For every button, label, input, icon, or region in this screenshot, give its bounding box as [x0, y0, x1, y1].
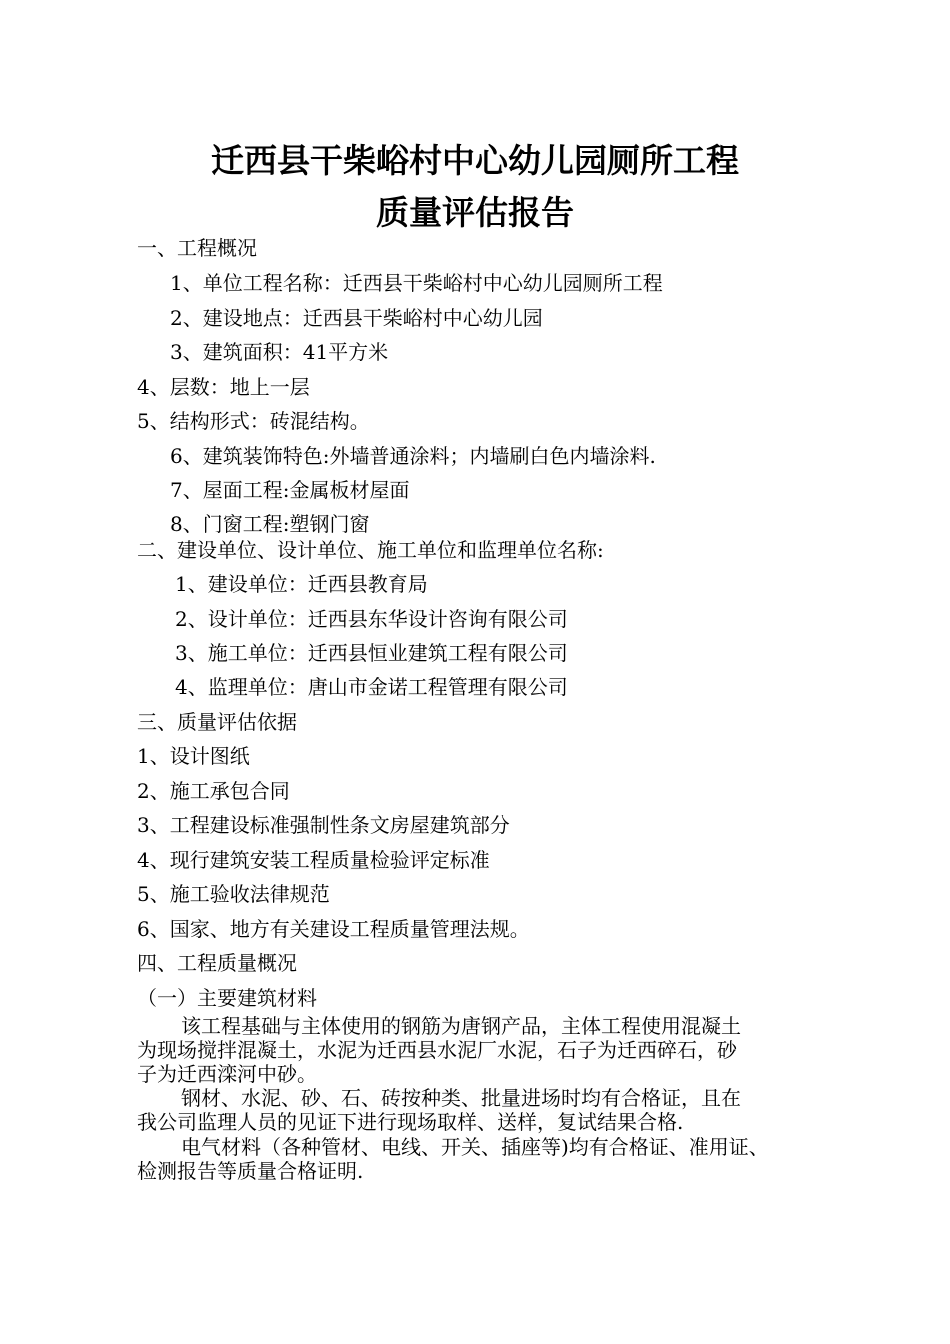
- section1-item-1: 1、单位工程名称：迁西县干柴峪村中心幼儿园厕所工程: [170, 271, 663, 295]
- paragraph2-line1: 钢材、水泥、砂、石、砖按种类、批量进场时均有合格证，且在: [181, 1086, 741, 1110]
- paragraph3-line2: 检测报告等质量合格证明.: [137, 1159, 364, 1183]
- section2-heading: 二、建设单位、设计单位、施工单位和监理单位名称:: [137, 538, 604, 562]
- section1-item-4: 4、层数：地上一层: [137, 375, 310, 399]
- section3-item-3: 3、工程建设标准强制性条文房屋建筑部分: [137, 813, 510, 837]
- paragraph1-line2: 为现场搅拌混凝土，水泥为迁西县水泥厂水泥，石子为迁西碎石，砂: [137, 1038, 737, 1062]
- section2-item-1: 1、建设单位：迁西县教育局: [175, 572, 428, 596]
- section4-heading: 四、工程质量概况: [137, 951, 297, 975]
- paragraph2-line2: 我公司监理人员的见证下进行现场取样、送样，复试结果合格.: [137, 1110, 684, 1134]
- section3-item-2: 2、施工承包合同: [137, 779, 290, 803]
- section3-item-4: 4、现行建筑安装工程质量检验评定标准: [137, 848, 490, 872]
- paragraph3-line1: 电气材料（各种管材、电线、开关、插座等)均有合格证、准用证、: [181, 1135, 769, 1159]
- document-title-line1: 迁西县干柴峪村中心幼儿园厕所工程: [211, 141, 739, 180]
- document-title-line2: 质量评估报告: [376, 193, 574, 232]
- section4-subheading: （一）主要建筑材料: [137, 986, 317, 1010]
- section2-item-3: 3、施工单位：迁西县恒业建筑工程有限公司: [175, 641, 568, 665]
- paragraph1-line3: 子为迁西滦河中砂。: [137, 1062, 317, 1086]
- section1-heading: 一、工程概况: [137, 236, 257, 260]
- section1-item-6: 6、建筑装饰特色:外墙普通涂料；内墙刷白色内墙涂料.: [170, 444, 656, 468]
- section3-heading: 三、质量评估依据: [137, 710, 297, 734]
- section1-item-2: 2、建设地点：迁西县干柴峪村中心幼儿园: [170, 306, 543, 330]
- section1-item-5: 5、结构形式：砖混结构。: [137, 409, 370, 433]
- section1-item-3: 3、建筑面积：41平方米: [170, 340, 389, 364]
- paragraph1-line1: 该工程基础与主体使用的钢筋为唐钢产品，主体工程使用混凝土: [181, 1014, 741, 1038]
- section1-item-7: 7、屋面工程:金属板材屋面: [170, 478, 410, 502]
- section2-item-4: 4、监理单位：唐山市金诺工程管理有限公司: [175, 675, 568, 699]
- section1-item-8: 8、门窗工程:塑钢门窗: [170, 512, 370, 536]
- section3-item-6: 6、国家、地方有关建设工程质量管理法规。: [137, 917, 530, 941]
- section3-item-1: 1、设计图纸: [137, 744, 250, 768]
- section3-item-5: 5、施工验收法律规范: [137, 882, 330, 906]
- section2-item-2: 2、设计单位：迁西县东华设计咨询有限公司: [175, 607, 568, 631]
